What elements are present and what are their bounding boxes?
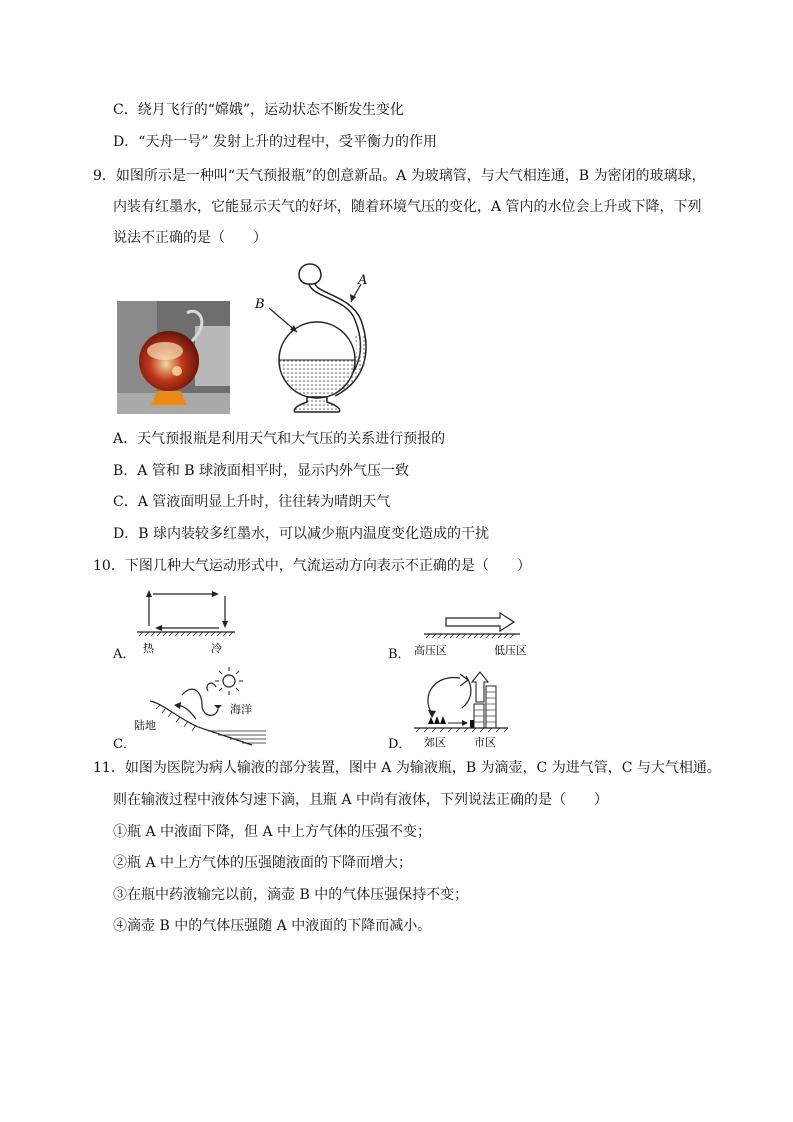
- q8-option-c: C．绕月飞行的“嫦娥”，运动状态不断发生变化: [113, 102, 405, 118]
- q10-fig-c-letter: C．: [113, 737, 136, 752]
- q11-statement-4: ④滴壶 B 中的气体压强随 A 中液面的下降而减小。: [113, 918, 432, 934]
- label-cold: 冷: [211, 642, 222, 655]
- q10-fig-d-diagram: [408, 668, 523, 750]
- q10-fig-c-diagram: [132, 665, 277, 747]
- q9-option-d: D．B 球内装较多红墨水，可以减少瓶内温度变化造成的干扰: [113, 526, 489, 542]
- q9-stem-line1: 9．如图所示是一种叫“天气预报瓶”的创意新品。A 为玻璃管，与大气相连通，B 为密闭的玻璃球，: [93, 168, 706, 184]
- q9-option-b: B．A 管和 B 球液面相平时，显示内外气压一致: [113, 463, 410, 479]
- q10-fig-d-letter: D．: [388, 737, 412, 752]
- q9-stem-line3: 说法不正确的是（ ）: [113, 230, 267, 246]
- label-high-pressure: 高压区: [414, 644, 447, 657]
- q9-stem-line2: 内装有红墨水，它能显示天气的好坏，随着环境气压的变化，A 管内的水位会上升或下降，下列: [113, 199, 702, 215]
- label-city: 市区: [474, 736, 496, 749]
- q11-stem-line1: 11．如图为医院为病人输液的部分装置，图中 A 为输液瓶，B 为滴壶，C 为进气管，C 与大气相通。: [93, 760, 721, 776]
- weather-bottle-diagram: [255, 260, 375, 415]
- label-b: B: [255, 297, 265, 312]
- q10-fig-b-diagram: [410, 606, 535, 658]
- label-a: A: [358, 273, 368, 288]
- q11-stem-line2: 则在输液过程中液体匀速下滴，且瓶 A 中尚有液体，下列说法正确的是（ ）: [113, 792, 609, 808]
- q11-statement-3: ③在瓶中药液输完以前，滴壶 B 中的气体压强保持不变；: [113, 887, 469, 903]
- q11-statement-2: ②瓶 A 中上方气体的压强随液面的下降而增大；: [113, 855, 413, 871]
- q9-option-a: A．天气预报瓶是利用天气和大气压的关系进行预报的: [113, 431, 446, 447]
- q10-fig-a-letter: A．: [113, 647, 136, 662]
- label-land: 陆地: [134, 719, 156, 732]
- q9-option-c: C．A 管液面明显上升时，往往转为晴朗天气: [113, 494, 391, 510]
- sun-icon: [215, 667, 243, 695]
- weather-bottle-photo: [117, 301, 230, 414]
- label-low-pressure: 低压区: [494, 644, 527, 657]
- q10-stem: 10．下图几种大气运动形式中，气流运动方向表示不正确的是（ ）: [93, 558, 531, 574]
- label-hot: 热: [143, 642, 154, 655]
- q10-fig-a-diagram: [135, 588, 240, 658]
- label-suburb: 郊区: [424, 736, 446, 749]
- q10-fig-b-letter: B．: [388, 647, 411, 662]
- label-ocean: 海洋: [230, 703, 252, 716]
- q8-option-d: D．“天舟一号” 发射上升的过程中，受平衡力的作用: [113, 134, 437, 150]
- q11-statement-1: ①瓶 A 中液面下降，但 A 中上方气体的压强不变；: [113, 824, 432, 840]
